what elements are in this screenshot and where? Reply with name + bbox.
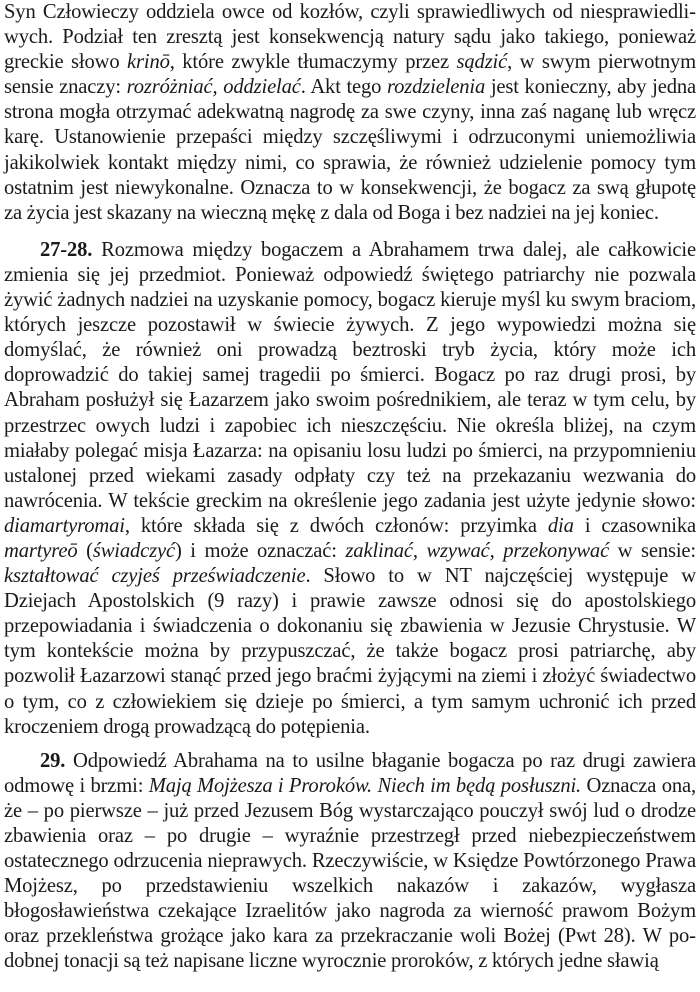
italic-term: rozdzielenia — [387, 76, 486, 99]
text-run: Syn Człowieczy oddziela owce od kozłów, czyli sprawiedliwych od niesprawiedliwych. Podział ten zresztą jest konsekwencją natury sądu jako takiego, ponieważ greckie słowo — [4, 1, 696, 74]
italic-term: sądzić — [456, 51, 508, 74]
italic-term: świadczyć — [92, 539, 175, 562]
italic-term: dia — [547, 514, 574, 537]
italic-term: diamartyromai — [4, 514, 125, 537]
text-run: , które zwykle tłumaczymy przez — [169, 51, 457, 74]
text-run: Rozmowa między bogaczem a Abrahamem trwa dalej, ale całkowicie zmienia się jej przedmiot. Ponieważ odpowiedź świętego patriarchy nie pozwala żywić żadnych nadziei na uzyskanie pomocy, bogacz kieruje myśl ku swym braciom, których jeszcze pozostawił w świecie żywych. Z jego wypowiedzi można się domyślać, że również oni prowadzą beztroski tryb życia, który może ich doprowadzić do takiej samej tragedii po śmierci. Bogacz po raz drugi prosi, by Abraham posłużył się Łazarzem jako swoim pośrednikiem, ale teraz w tym celu, by przestrzec owych ludzi i zapobiec ich nieszczęściu. Nie określa bliżej, na czym miałaby polegać misja Łazarza: na opisaniu losu ludzi po śmierci, na przypomnieniu ustalonej przed wiekami zasady odpłaty czy też na przekazaniu wezwania do nawrócenia. W tekście greckim na określenie jego zadania jest użyte jedynie słowo: — [4, 238, 696, 512]
italic-term: rozróżniać, oddzielać — [126, 76, 301, 99]
text-run: jest konieczny, aby jedna strona mogła otrzymać adekwatną nagrodę za swe czyny, inna zaś naganę lub wręcz karę. Ustanowienie przepaści między szczęśliwymi i odrzuconymi uniemożliwia jakikolwiek kontakt między nimi, co sprawia, że również udzielenie pomocy tym ostatnim jest niewykonalne. Oznacza to w konsekwencji, że bogacz za swą głupotę za życia jest skazany na wieczną mękę z dala od Boga i bez nadziei na jej koniec. — [4, 76, 696, 224]
text-run: , które składa się z dwóch członów: przyimka — [124, 514, 548, 537]
text-run: , w swym pierwotnym sensie znaczy: — [4, 51, 696, 99]
text-run: i czasownika — [573, 514, 696, 537]
text-run: Odpowiedź Abrahama na to usilne błaganie bogacza po raz drugi zawiera odmowę i brzmi: — [4, 749, 696, 797]
text-run: . Akt tego — [300, 76, 388, 99]
text-run: . Słowo to w NT najczęściej występuje w Dziejach Apostolskich (9 razy) i prawie zawsze odnosi się do apostolskiego przepowiadania i świadczenia o dokonaniu się zbawienia w Jezusie Chrystusie. W tym kontekście można by przypuszczać, że także bogacz prosi patriarchę, aby pozwolił Łazarzowi stanąć przed jego braćmi żyjącymi na ziemi i złożyć świadectwo o tym, co z człowiekiem się dzieje po śmierci, a tym samym uchronić ich przed kroczeniem drogą prowadzącą do potępienia. — [4, 565, 696, 738]
paragraph-29 — [4, 749, 696, 975]
verse-number: 27-28. — [40, 238, 93, 261]
paragraph-1 — [4, 0, 696, 226]
italic-term: kształtować czyjeś przeświadczenie — [4, 565, 306, 588]
verse-number: 29. — [40, 749, 66, 772]
italic-term: Mają Mojżesza i Proroków. Niech im będą posłuszni. — [148, 774, 582, 797]
italic-term: zaklinać, wzywać, przekonywać — [345, 539, 610, 562]
text-run: ( — [77, 539, 93, 562]
italic-term: martyreō — [4, 539, 78, 562]
paragraph-27-28 — [4, 238, 696, 740]
italic-term: krinō — [127, 51, 170, 74]
text-run: w sensie: — [609, 539, 696, 562]
text-run: Oznacza ona, że – po pierwsze – już przed Jezusem Bóg wystarczająco pouczył swój lud o drodze zbawienia oraz – po drugie – wyraźnie przestrzegł przed niebezpieczeństwem ostatecznego odrzucenia nieprawych. Rzeczywiście, w Księdze Powtórzonego Prawa Mojżesz, po przedstawieniu wszelkich nakazów i zakazów, wygłasza błogosławieństwa czekające Izraelitów jako nagroda za wierność prawom Bożym oraz przekleństwa grożące jako kara za przekraczanie woli Bożej (Pwt 28). W podobnej tonacji są też napisane liczne wyrocznie proroków, z których jedne sławią — [4, 774, 696, 973]
text-run: ) i może oznaczać: — [175, 539, 346, 562]
page-text — [4, 0, 696, 975]
